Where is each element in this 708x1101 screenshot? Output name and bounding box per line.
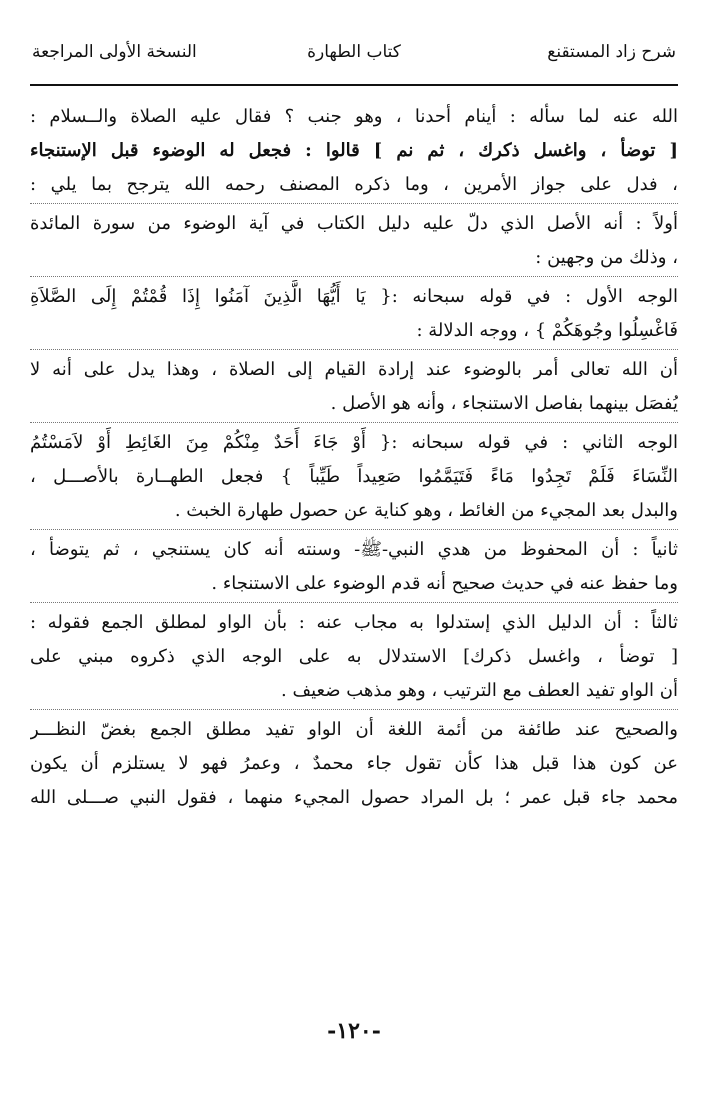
page-number: -١٢٠-	[327, 1018, 381, 1044]
section-divider	[30, 422, 678, 424]
running-header	[30, 30, 678, 86]
edition-label: النسخة الأولى المراجعة	[32, 42, 197, 62]
text-line: ، وذلك من وجهين :	[535, 247, 678, 268]
section-divider	[30, 602, 678, 604]
text-line: الوجه الأول : في قوله سبحانه :{ يَا أَيُّهَا الَّذِينَ آمَنُوا إِذَا قُمْتُمْ إِلَى الصَّلاَةِ	[30, 286, 678, 307]
text-line: النِّسَاءَ فَلَمْ تَجِدُوا مَاءً فَتَيَمَّمُوا صَعِيداً طَيِّباً } فجعل الطهــارة بالأصـــل ،	[30, 466, 678, 487]
page	[30, 30, 678, 1080]
text-line: أن الله تعالى أمر بالوضوء عند إرادة القيام إلى الصلاة ، وهذا يدل على أنه لا	[30, 359, 678, 380]
text-line: وما حفظ عنه في حديث صحيح أنه قدم الوضوء على الاستنجاء .	[211, 573, 678, 594]
text-line: عن كون هذا قبل هذا كأن تقول جاء محمدٌ ، وعمرُ فهو لا يستلزم أن يكون	[30, 753, 678, 774]
text-line: [ توضأ ، واغسل ذكرك] الاستدلال به على الوجه الذي ذكروه مبني على	[30, 646, 678, 667]
text-line: فَاغْسِلُوا وجُوهَكُمْ } ، ووجه الدلالة :	[416, 320, 678, 341]
section-divider	[30, 203, 678, 205]
text-line: الله عنه لما سأله : أينام أحدنا ، وهو جنب ؟ فقال عليه الصلاة والــسلام :	[30, 106, 678, 127]
chapter-title: كتاب الطهارة	[307, 42, 401, 62]
text-line: والبدل بعد المجيء من الغائط ، وهو كناية عن حصول طهارة الخبث .	[174, 500, 678, 521]
page-body	[30, 86, 678, 815]
section-divider	[30, 709, 678, 711]
text-line: أن الواو تفيد العطف مع الترتيب ، وهو مذهب ضعيف .	[281, 680, 678, 701]
text-line: ثالثاً : أن الدليل الذي إستدلوا به مجاب عنه : بأن الواو لمطلق الجمع فقوله :	[30, 612, 678, 633]
text-line: يُفصَل بينهما بفاصل الاستنجاء ، وأنه هو الأصل .	[330, 393, 678, 414]
text-line: ثانياً : أن المحفوظ من هدي النبي-ﷺ- وسنته أنه كان يستنجي ، ثم يتوضأ ،	[30, 539, 678, 560]
text-line: ، فدل على جواز الأمرين ، وما ذكره المصنف رحمه الله يترجح بما يلي :	[30, 174, 678, 195]
text-line: الوجه الثاني : في قوله سبحانه :{ أَوْ جَاءَ أَحَدٌ مِنْكُمْ مِنَ الغَائِطِ أَوْ لاَمَسْتُمُ	[30, 432, 678, 453]
section-divider	[30, 349, 678, 351]
section-divider	[30, 276, 678, 278]
text-line: [ توضأ ، واغسل ذكرك ، ثم نم ] قالوا : فجعل له الوضوء قبل الإستنجاء	[30, 140, 678, 161]
text-line: أولاً : أنه الأصل الذي دلّ عليه دليل الكتاب في آية الوضوء من سورة المائدة	[30, 213, 678, 234]
book-title: شرح زاد المستقنع	[547, 42, 676, 62]
text-line: محمد جاء قبل عمر ؛ بل المراد حصول المجيء منهما ، فقول النبي صـــلى الله	[30, 787, 678, 808]
text-line: والصحيح عند طائفة من أئمة اللغة أن الواو تفيد مطلق الجمع بغضّ النظـــر	[30, 719, 678, 740]
section-divider	[30, 529, 678, 531]
